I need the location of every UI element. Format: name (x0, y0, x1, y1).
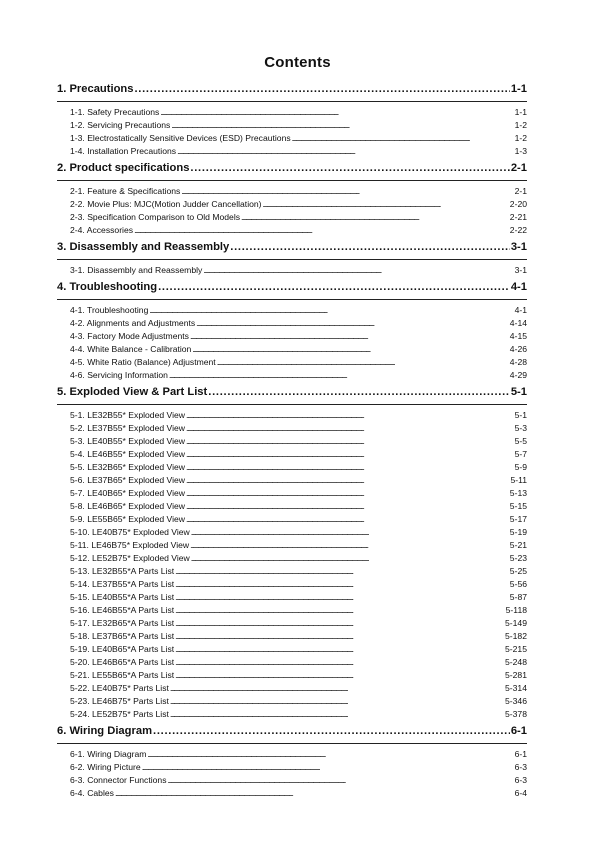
dot-leader (175, 578, 509, 591)
toc-entry[interactable] (57, 539, 527, 552)
toc-entry-label: 1-3. Electrostatically Sensitive Devices (ESD) Precautions (70, 133, 291, 143)
toc-entry[interactable] (57, 708, 527, 721)
toc-entry[interactable] (57, 604, 527, 617)
toc-entry-label: 5-19. LE40B65*A Parts List (70, 644, 175, 654)
toc-entry-page: 6-3 (514, 762, 527, 772)
toc-entry-label: 5-3. LE40B55* Exploded View (70, 436, 185, 446)
toc-section-label: 4. Troubleshooting (57, 281, 158, 293)
toc-entry-label: 5-2. LE37B55* Exploded View (70, 423, 185, 433)
dot-leader (292, 132, 514, 145)
dot-leader (191, 552, 509, 565)
dot-leader (175, 643, 504, 656)
toc-entry[interactable] (57, 448, 527, 461)
dot-leader (186, 435, 514, 448)
toc-section (57, 724, 527, 803)
dot-leader (186, 448, 514, 461)
toc-entry-page: 4-28 (509, 357, 527, 367)
toc-section-label: 5. Exploded View & Part List (57, 386, 208, 398)
dot-leader (170, 708, 504, 721)
toc-entry-label: 5-14. LE37B55*A Parts List (70, 579, 175, 589)
section-divider (57, 743, 527, 744)
toc-entry-page: 5-182 (505, 631, 527, 641)
toc-entry-label: 5-13. LE32B55*A Parts List (70, 566, 175, 576)
dot-leader (175, 591, 509, 604)
section-divider (57, 299, 527, 300)
toc-entry-page: 1-2 (514, 133, 527, 143)
toc-entry[interactable] (57, 343, 527, 356)
toc-entry-page: 4-26 (509, 344, 527, 354)
toc-entry[interactable] (57, 565, 527, 578)
toc-section-label: 6. Wiring Diagram (57, 725, 153, 737)
dot-leader (190, 161, 509, 175)
dot-leader (168, 774, 514, 787)
toc-entry-label: 5-8. LE46B65* Exploded View (70, 501, 185, 511)
toc-section-heading[interactable] (57, 161, 527, 175)
toc-entry-label: 4-1. Troubleshooting (70, 305, 149, 315)
toc-entry-page: 6-1 (514, 749, 527, 759)
dot-leader (208, 385, 510, 399)
toc-entry[interactable] (57, 669, 527, 682)
toc-entry-page: 5-118 (505, 605, 527, 615)
toc-entry[interactable] (57, 748, 527, 761)
toc-entry[interactable] (57, 774, 527, 787)
toc-entry-label: 5-16. LE46B55*A Parts List (70, 605, 175, 615)
dot-leader (191, 526, 509, 539)
toc-entry-page: 5-378 (505, 709, 527, 719)
toc-entry-page: 4-1 (514, 305, 527, 315)
toc-entry[interactable] (57, 119, 527, 132)
toc-section-heading[interactable] (57, 385, 527, 399)
dot-leader (142, 761, 514, 774)
toc-entry[interactable] (57, 211, 527, 224)
dot-leader (134, 82, 509, 96)
toc-entry[interactable] (57, 682, 527, 695)
toc-entry-page: 1-1 (514, 107, 527, 117)
dot-leader (186, 487, 509, 500)
dot-leader (190, 539, 509, 552)
dot-leader (175, 669, 504, 682)
dot-leader (175, 630, 504, 643)
toc-entry-page: 5-314 (505, 683, 527, 693)
toc-entry-label: 5-23. LE46B75* Parts List (70, 696, 169, 706)
dot-leader (203, 264, 513, 277)
toc-entry-label: 2-4. Accessories (70, 225, 134, 235)
toc-entry[interactable] (57, 500, 527, 513)
toc-entry-page: 5-15 (509, 501, 527, 511)
toc-section-page: 3-1 (510, 241, 527, 253)
toc-section-page: 1-1 (510, 83, 527, 95)
toc-entry-label: 5-12. LE52B75* Exploded View (70, 553, 190, 563)
toc-entry-label: 2-3. Specification Comparison to Old Models (70, 212, 241, 222)
dot-leader (186, 409, 514, 422)
toc-entry-page: 5-346 (505, 696, 527, 706)
toc-entry-label: 4-6. Servicing Information (70, 370, 168, 380)
dot-leader (186, 474, 509, 487)
toc-entry-page: 5-215 (505, 644, 527, 654)
toc-entry-page: 5-3 (514, 423, 527, 433)
dot-leader (175, 565, 509, 578)
section-divider (57, 404, 527, 405)
dot-leader (175, 617, 504, 630)
toc-entry[interactable] (57, 643, 527, 656)
toc-entry[interactable] (57, 578, 527, 591)
table-of-contents (57, 82, 527, 803)
toc-entry-label: 5-6. LE37B65* Exploded View (70, 475, 185, 485)
toc-entry-label: 5-4. LE46B55* Exploded View (70, 449, 185, 459)
dot-leader (175, 656, 504, 669)
toc-entry-label: 5-21. LE55B65*A Parts List (70, 670, 175, 680)
toc-entry-label: 5-24. LE52B75* Parts List (70, 709, 169, 719)
toc-entry-page: 5-87 (509, 592, 527, 602)
toc-section-page: 6-1 (510, 725, 527, 737)
toc-entry-label: 5-22. LE40B75* Parts List (70, 683, 169, 693)
section-divider (57, 101, 527, 102)
toc-entry-label: 6-1. Wiring Diagram (70, 749, 147, 759)
toc-entry-page: 6-4 (514, 788, 527, 798)
toc-entry-label: 4-5. White Ratio (Balance) Adjustment (70, 357, 216, 367)
toc-entry-label: 5-17. LE32B65*A Parts List (70, 618, 175, 628)
toc-section (57, 82, 527, 161)
toc-section (57, 161, 527, 240)
toc-entry[interactable] (57, 435, 527, 448)
dot-leader (169, 369, 509, 382)
dot-leader (196, 317, 509, 330)
dot-leader (186, 500, 509, 513)
toc-entry[interactable] (57, 656, 527, 669)
toc-entry-label: 1-1. Safety Precautions (70, 107, 160, 117)
dot-leader (158, 280, 510, 294)
toc-entry[interactable] (57, 106, 527, 119)
toc-entry-page: 5-5 (514, 436, 527, 446)
toc-entry-label: 1-2. Servicing Precautions (70, 120, 171, 130)
toc-entry[interactable] (57, 185, 527, 198)
dot-leader (186, 513, 509, 526)
toc-entry[interactable] (57, 317, 527, 330)
dot-leader (153, 724, 510, 738)
toc-entry-label: 5-18. LE37B65*A Parts List (70, 631, 175, 641)
toc-entry-page: 5-25 (509, 566, 527, 576)
toc-entry-page: 6-3 (514, 775, 527, 785)
toc-entry-page: 5-17 (509, 514, 527, 524)
toc-entry-label: 5-5. LE32B65* Exploded View (70, 462, 185, 472)
toc-entry-page: 2-1 (514, 186, 527, 196)
dot-leader (192, 343, 508, 356)
toc-entry-page: 5-281 (505, 670, 527, 680)
toc-entry-label: 4-3. Factory Mode Adjustments (70, 331, 189, 341)
toc-entry[interactable] (57, 304, 527, 317)
toc-entry[interactable] (57, 552, 527, 565)
toc-entry[interactable] (57, 487, 527, 500)
toc-entry[interactable] (57, 761, 527, 774)
toc-entry-page: 5-1 (514, 410, 527, 420)
toc-entry-label: 5-20. LE46B65*A Parts List (70, 657, 175, 667)
toc-entry-page: 4-29 (509, 370, 527, 380)
dot-leader (263, 198, 509, 211)
toc-section (57, 240, 527, 280)
dot-leader (175, 604, 505, 617)
toc-entry-label: 5-1. LE32B55* Exploded View (70, 410, 185, 420)
toc-entry-page: 5-248 (505, 657, 527, 667)
toc-entry[interactable] (57, 330, 527, 343)
toc-entry-page: 5-149 (505, 618, 527, 628)
toc-entry[interactable] (57, 132, 527, 145)
toc-entry[interactable] (57, 369, 527, 382)
dot-leader (134, 224, 509, 237)
toc-entry-page: 1-3 (514, 146, 527, 156)
section-divider (57, 180, 527, 181)
toc-entry[interactable] (57, 224, 527, 237)
dot-leader (177, 145, 514, 158)
dot-leader (230, 240, 510, 254)
dot-leader (170, 695, 504, 708)
toc-entry[interactable] (57, 264, 527, 277)
dot-leader (217, 356, 509, 369)
toc-entry-page: 4-15 (509, 331, 527, 341)
toc-entry[interactable] (57, 422, 527, 435)
toc-entry-page: 5-56 (509, 579, 527, 589)
page-title: Contents (264, 54, 331, 71)
dot-leader (170, 682, 504, 695)
toc-section-page: 2-1 (510, 162, 527, 174)
toc-section-heading[interactable] (57, 280, 527, 294)
toc-entry-label: 5-10. LE40B75* Exploded View (70, 527, 190, 537)
toc-entry-label: 2-1. Feature & Specifications (70, 186, 181, 196)
toc-entry-label: 3-1. Disassembly and Reassembly (70, 265, 203, 275)
toc-entry-label: 6-2. Wiring Picture (70, 762, 141, 772)
toc-entry-label: 1-4. Installation Precautions (70, 146, 177, 156)
toc-entry-page: 5-19 (509, 527, 527, 537)
toc-entry[interactable] (57, 145, 527, 158)
dot-leader (147, 748, 513, 761)
dot-leader (160, 106, 513, 119)
toc-entry-label: 5-15. LE40B55*A Parts List (70, 592, 175, 602)
toc-entry-label: 6-4. Cables (70, 788, 114, 798)
toc-entry-label: 6-3. Connector Functions (70, 775, 167, 785)
toc-entry[interactable] (57, 787, 527, 800)
toc-entry-page: 5-11 (510, 475, 527, 485)
toc-section-label: 1. Precautions (57, 83, 134, 95)
toc-entry[interactable] (57, 526, 527, 539)
toc-entry-page: 5-7 (514, 449, 527, 459)
toc-section-heading[interactable] (57, 724, 527, 738)
toc-entry-label: 5-7. LE40B65* Exploded View (70, 488, 185, 498)
toc-entry-page: 5-23 (509, 553, 527, 563)
toc-section (57, 385, 527, 724)
toc-entry-page: 2-21 (509, 212, 527, 222)
toc-entry[interactable] (57, 591, 527, 604)
toc-entry-page: 1-2 (514, 120, 527, 130)
toc-entry-label: 2-2. Movie Plus: MJC(Motion Judder Cancellation) (70, 199, 262, 209)
toc-entry[interactable] (57, 461, 527, 474)
toc-section-heading[interactable] (57, 82, 527, 96)
toc-entry-page: 5-21 (509, 540, 527, 550)
toc-entry-label: 4-2. Alignments and Adjustments (70, 318, 196, 328)
toc-entry-label: 4-4. White Balance - Calibration (70, 344, 192, 354)
toc-section-label: 3. Disassembly and Reassembly (57, 241, 230, 253)
toc-section-heading[interactable] (57, 240, 527, 254)
dot-leader (186, 422, 514, 435)
toc-section-label: 2. Product specifications (57, 162, 190, 174)
dot-leader (149, 304, 513, 317)
dot-leader (190, 330, 509, 343)
section-divider (57, 259, 527, 260)
toc-entry[interactable] (57, 695, 527, 708)
toc-entry-page: 3-1 (514, 265, 527, 275)
toc-entry-page: 4-14 (509, 318, 527, 328)
toc-section-page: 5-1 (510, 386, 527, 398)
toc-entry[interactable] (57, 198, 527, 211)
toc-section-page: 4-1 (510, 281, 527, 293)
dot-leader (171, 119, 513, 132)
toc-entry[interactable] (57, 617, 527, 630)
toc-entry[interactable] (57, 630, 527, 643)
toc-entry-label: 5-9. LE55B65* Exploded View (70, 514, 185, 524)
dot-leader (181, 185, 513, 198)
toc-entry[interactable] (57, 409, 527, 422)
toc-entry-label: 5-11. LE46B75* Exploded View (70, 540, 190, 550)
toc-entry-page: 5-9 (514, 462, 527, 472)
toc-entry[interactable] (57, 356, 527, 369)
dot-leader (241, 211, 509, 224)
toc-section (57, 280, 527, 385)
dot-leader (186, 461, 514, 474)
toc-entry-page: 5-13 (509, 488, 527, 498)
section-spacer (57, 800, 527, 803)
toc-entry-page: 2-22 (509, 225, 527, 235)
toc-entry[interactable] (57, 513, 527, 526)
toc-entry[interactable] (57, 474, 527, 487)
toc-entry-page: 2-20 (509, 199, 527, 209)
dot-leader (115, 787, 514, 800)
